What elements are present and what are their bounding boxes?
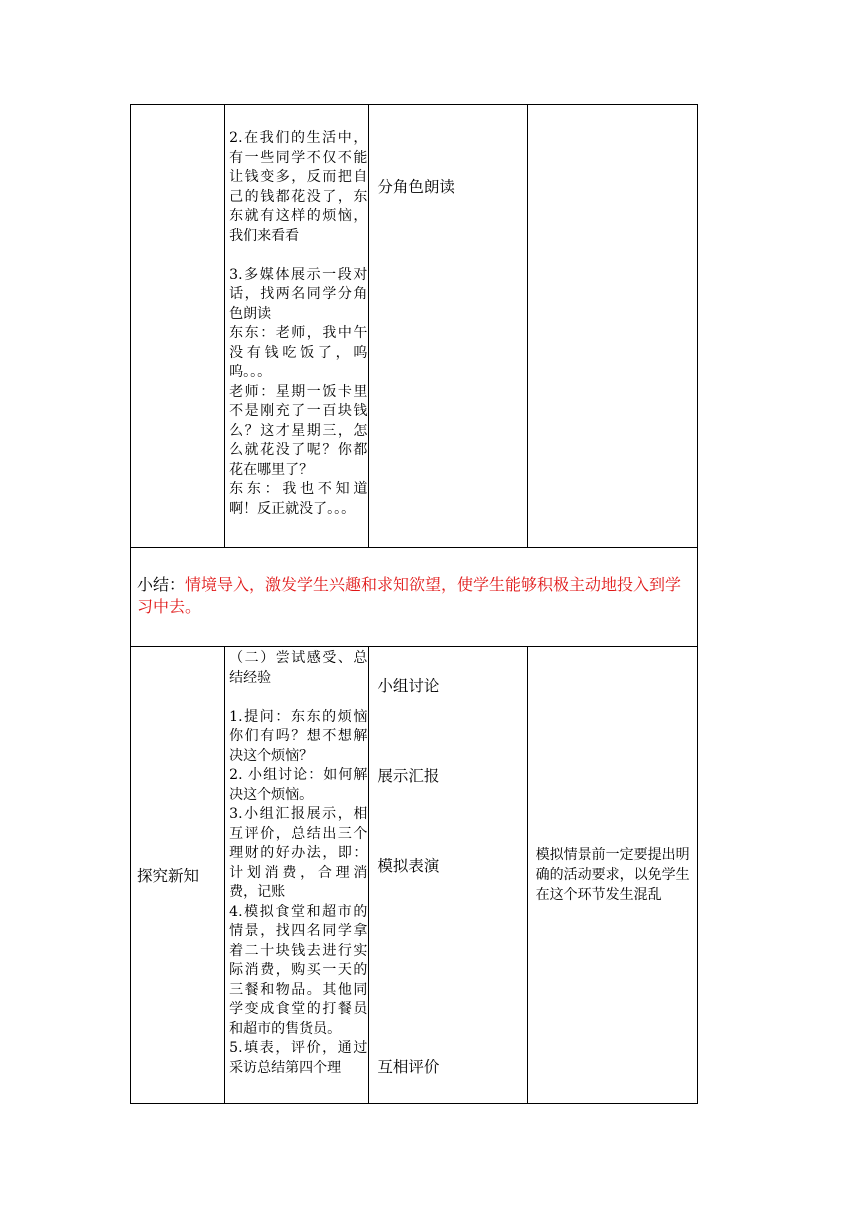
summary-row (131, 548, 698, 647)
student-activity: 分角色朗读 (377, 178, 455, 196)
lesson-content: （二）尝试感受、总结经验 1.提问：东东的烦恼你们有吗？想不想解决这个烦恼？ 2. 小组讨论：如何解决这个烦恼。 3.小组汇报展示，相互评价，总结出三个理财的好办法，即：计划消费，合理消费，记账 4.模拟食堂和超市的情景，找四名同学拿着二十块钱去进行实际消费，购买一天的三餐和物品。其他同学变成食堂的打餐员和超市的售货员。 5.填表，评价，通过采访总结第四个理 (229, 650, 368, 1076)
lesson-content: 2.在我们的生活中，有一些同学不仅不能让钱变多，反而把自己的钱都花没了，东东就有这样的烦恼，我们来看看 3.多媒体展示一段对话，找两名同学分角色朗读 东东：老师，我中午没有钱吃饭了，呜呜。。。 老师：星期一饭卡里不是刚充了一百块钱么？这才星期三，怎么就花没了呢？你都花在哪里了？ 东东：我也不知道啊！反正就没了。。。 (229, 130, 368, 517)
summary-text: 情境导入，激发学生兴趣和求知欲望，使学生能够积极主动地投入到学习中去。 (137, 575, 682, 616)
stage-cell: 探究新知 (131, 647, 225, 1104)
note-cell-empty (527, 105, 697, 548)
student-activity-4: 互相评价 (377, 1058, 440, 1076)
design-note: 模拟情景前一定要提出明确的活动要求，以免学生在这个环节发生混乱 (527, 647, 697, 1104)
summary-label: 小结： (137, 575, 186, 594)
activity-cell (369, 647, 527, 1104)
student-activity-2: 展示汇报 (377, 767, 440, 785)
student-activity-3: 模拟表演 (377, 857, 440, 875)
student-activity-1: 小组讨论 (377, 677, 440, 695)
lesson-plan-table (130, 104, 698, 1104)
content-cell (225, 647, 369, 1104)
stage-cell-empty (131, 105, 225, 548)
activity-cell (369, 105, 527, 548)
table-row (131, 105, 698, 548)
summary-cell (131, 548, 698, 647)
table-row (131, 647, 698, 1104)
content-cell (225, 105, 369, 548)
